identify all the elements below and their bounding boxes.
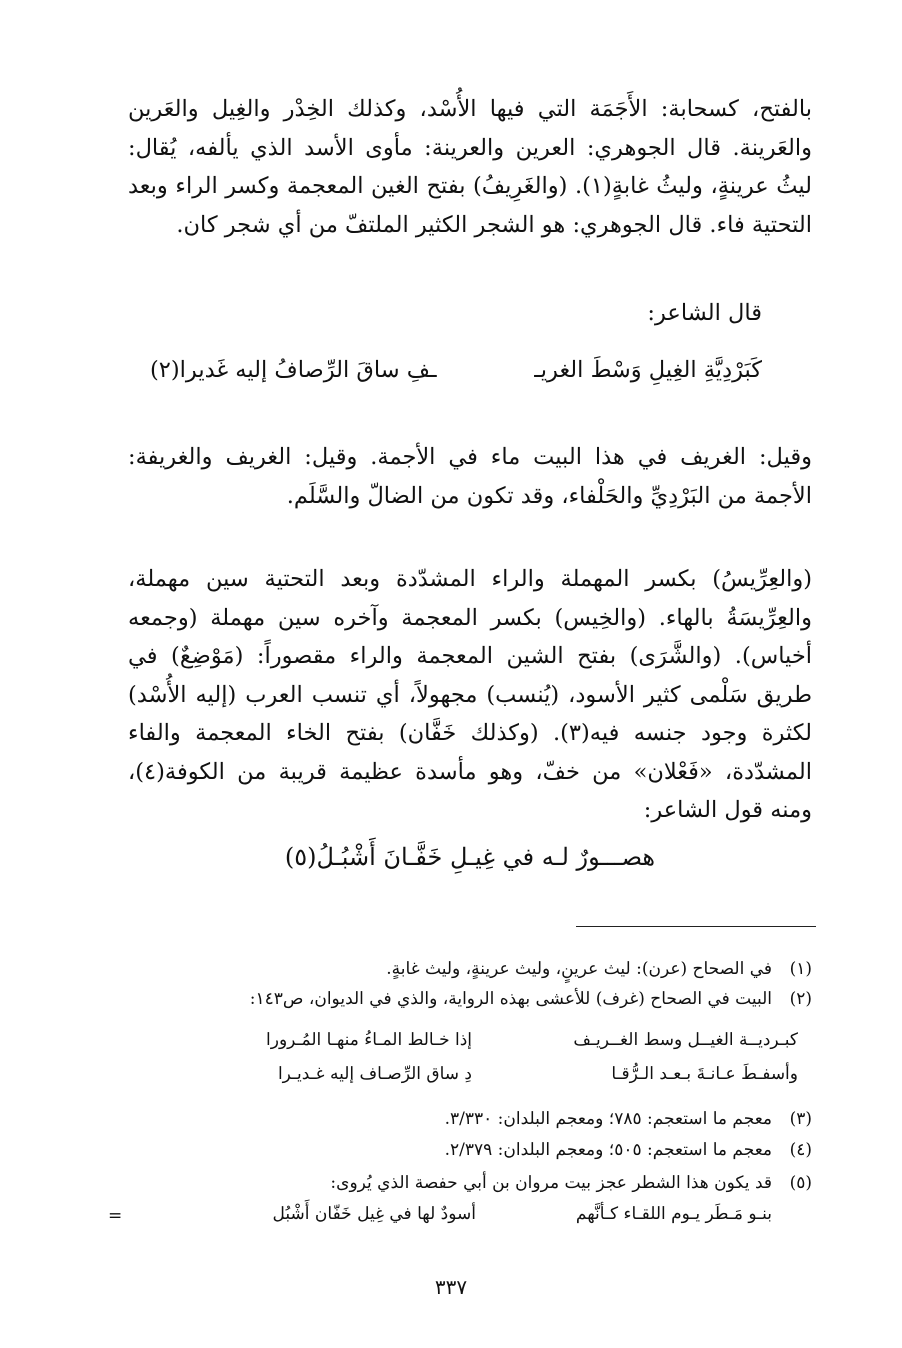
footnote-3 bbox=[128, 1106, 812, 1132]
continuation-mark: = bbox=[108, 1206, 123, 1226]
verse-1-second-hemistich: ـفِ ساقَ الرِّصافُ إليه غَديرا(٢) bbox=[150, 357, 437, 383]
footnote-2-verse-1-right: كبـرديــة الغيــل وسط الغــريـف bbox=[573, 1030, 798, 1050]
footnote-5-verse-left: أسودٌ لها في غِيل خَفّان أَشْبُل bbox=[272, 1204, 476, 1224]
footnote-2-verse-2-right: وأسفـطَ عـانـةَ بـعـد الـرُّقـا bbox=[611, 1064, 798, 1084]
footnote-2 bbox=[128, 986, 812, 1012]
verse-2: هصـــورٌ لـه في غِيـلِ خَفَّـانَ أَشْبُـلُ(٥) bbox=[284, 843, 656, 871]
paragraph-3: (والعِرِّيسُ) بكسر المهملة والراء المشدّدة وبعد التحتية سين مهملة، والعِرِّيسَةُ بالهاء. (والخِيس) بكسر المعجمة وآخره سين مهملة (وجمعه أخياس). (والشَّرَى) بفتح الشين المعجمة والراء مقصوراً: (مَوْضِعٌ) في طريق سَلْمى كثير الأسود، (يُنسب) مجهولاً، أي تنسب العرب (إليه الأُسْد) لكثرة وجود جنسه فيه(٣). (وكذلك خَفَّان) بفتح الخاء المعجمة والفاء المشدّدة، «فَعْلان» من خفّ، وهو مأسدة عظيمة قريبة من الكوفة(٤)، ومنه قول الشاعر: bbox=[128, 566, 812, 823]
footnote-5 bbox=[128, 1170, 812, 1196]
paragraph-2: وقيل: الغريف في هذا البيت ماء في الأجمة. وقيل: الغريف والغريفة: الأجمة من البَرْدِيِّ والحَلْفاء، وقد تكون من الضالّ والسَّلَم. bbox=[128, 444, 812, 509]
footnote-number: (٢) bbox=[789, 989, 812, 1009]
footnote-4 bbox=[128, 1137, 812, 1163]
verse-1-first-hemistich: كَبَرْدِيَّةِ الغِيلِ وَسْطَ الغريـ bbox=[534, 357, 762, 383]
footnote-text: معجم ما استعجم: ٧٨٥؛ ومعجم البلدان: ٣/٣٣٠. bbox=[444, 1109, 772, 1129]
footnote-number: (٣) bbox=[789, 1109, 812, 1129]
verse-1 bbox=[150, 357, 762, 401]
footnote-text: في الصحاح (عرن): ليث عرينٍ، وليث عرينةٍ، وليث غابةٍ. bbox=[386, 959, 772, 979]
main-text bbox=[128, 90, 812, 244]
footnote-number: (١) bbox=[789, 959, 812, 979]
footnote-text: البيت في الصحاح (غرف) للأعشى بهذه الرواية، والذي في الديوان، ص١٤٣: bbox=[249, 989, 772, 1009]
footnote-number: (٤) bbox=[789, 1140, 812, 1160]
paragraph-1: بالفتح، كسحابة: الأَجَمَة التي فيها الأُسْد، وكذلك الخِدْر والغِيل والعَرين والعَرينة. قال الجوهري: العرين والعرينة: مأوى الأسد الذي يألفه، يُقال: ليثُ عرينةٍ، وليثُ غابةٍ(١). (والغَرِيفُ) بفتح الغين المعجمة وكسر الراء وبعد التحتية فاء. قال الجوهري: هو الشجر الكثير الملتفّ من أي شجر كان. bbox=[128, 96, 812, 238]
paragraph-3-block bbox=[128, 560, 812, 830]
footnote-1 bbox=[128, 956, 812, 982]
footnote-text: قد يكون هذا الشطر عجز بيت مروان بن أبي حفصة الذي يُروى: bbox=[330, 1173, 772, 1193]
paragraph-2-block bbox=[128, 438, 812, 515]
poet-label: قال الشاعر: bbox=[647, 300, 762, 326]
footnote-2-verse-2-left: دِ ساق الرِّصـاف إليه غـديـرا bbox=[277, 1064, 472, 1084]
footnote-text: معجم ما استعجم: ٥٠٥؛ ومعجم البلدان: ٢/٣٧٩. bbox=[444, 1140, 772, 1160]
footnote-2-verse-1-left: إذا خـالط المـاءُ منهـا المُـرورا bbox=[266, 1030, 472, 1050]
footnote-5-verse-right: بنـو مَـطَر يـوم اللقـاء كـأنَّهم bbox=[575, 1204, 772, 1224]
page-number: ٣٣٧ bbox=[434, 1275, 468, 1299]
footnote-number: (٥) bbox=[789, 1173, 812, 1193]
footnote-separator bbox=[576, 926, 816, 927]
